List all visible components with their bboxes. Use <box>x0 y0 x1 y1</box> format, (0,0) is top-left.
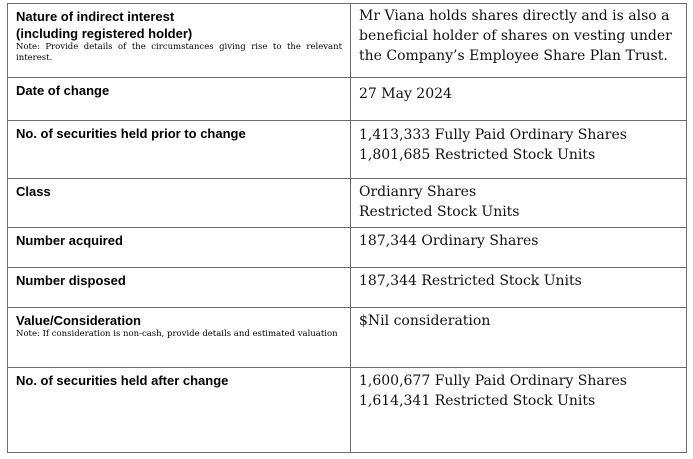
field-value-cell <box>351 179 687 228</box>
field-label-cell <box>8 308 351 368</box>
field-label: Number acquired <box>16 233 123 248</box>
field-label-cell <box>8 268 351 308</box>
field-value: 27 May 2024 <box>359 86 452 102</box>
table-row <box>8 368 687 453</box>
change-of-interest-table <box>7 3 687 453</box>
field-value-cell <box>351 368 687 453</box>
field-label-cell <box>8 179 351 228</box>
table-row <box>8 121 687 179</box>
field-value: 1,801,685 Restricted Stock Units <box>359 147 596 163</box>
field-label: Class <box>16 184 51 199</box>
field-label: No. of securities held prior to change <box>16 126 246 141</box>
field-value: 1,614,341 Restricted Stock Units <box>359 393 596 409</box>
field-note: Note: If consideration is non-cash, provide details and estimated valuation <box>16 329 338 339</box>
table-row <box>8 179 687 228</box>
field-label: Value/Consideration <box>16 313 141 328</box>
field-label-cell <box>8 78 351 121</box>
field-value: beneficial holder of shares on vesting under <box>359 28 672 44</box>
field-label: Date of change <box>16 83 110 98</box>
field-label-cell <box>8 4 351 78</box>
field-value: 1,413,333 Fully Paid Ordinary Shares <box>359 127 627 143</box>
field-value: 187,344 Restricted Stock Units <box>359 273 582 289</box>
field-value-cell <box>351 308 687 368</box>
field-label: Number disposed <box>16 273 126 288</box>
field-value: the Company’s Employee Share Plan Trust. <box>359 48 668 64</box>
field-value: Restricted Stock Units <box>359 204 520 220</box>
field-value: Ordianry Shares <box>359 184 477 200</box>
table-row <box>8 4 687 78</box>
field-label-cell <box>8 368 351 453</box>
field-value: $Nil consideration <box>359 313 491 329</box>
field-value-cell <box>351 4 687 78</box>
field-value-cell <box>351 228 687 268</box>
field-value-cell <box>351 268 687 308</box>
field-label: Nature of indirect interest <box>16 9 175 24</box>
field-value-cell <box>351 121 687 179</box>
field-label: (including registered holder) <box>16 26 193 41</box>
field-label-cell <box>8 121 351 179</box>
table-row <box>8 78 687 121</box>
field-value: 1,600,677 Fully Paid Ordinary Shares <box>359 373 627 389</box>
table-row <box>8 308 687 368</box>
table-row <box>8 228 687 268</box>
field-label-cell <box>8 228 351 268</box>
field-value: Mr Viana holds shares directly and is also a <box>359 8 670 24</box>
field-label: No. of securities held after change <box>16 373 229 388</box>
field-value-cell <box>351 78 687 121</box>
table-row <box>8 268 687 308</box>
field-value: 187,344 Ordinary Shares <box>359 233 539 249</box>
field-note: Note: Provide details of the circumstances giving rise to the relevant interest. <box>16 42 342 63</box>
